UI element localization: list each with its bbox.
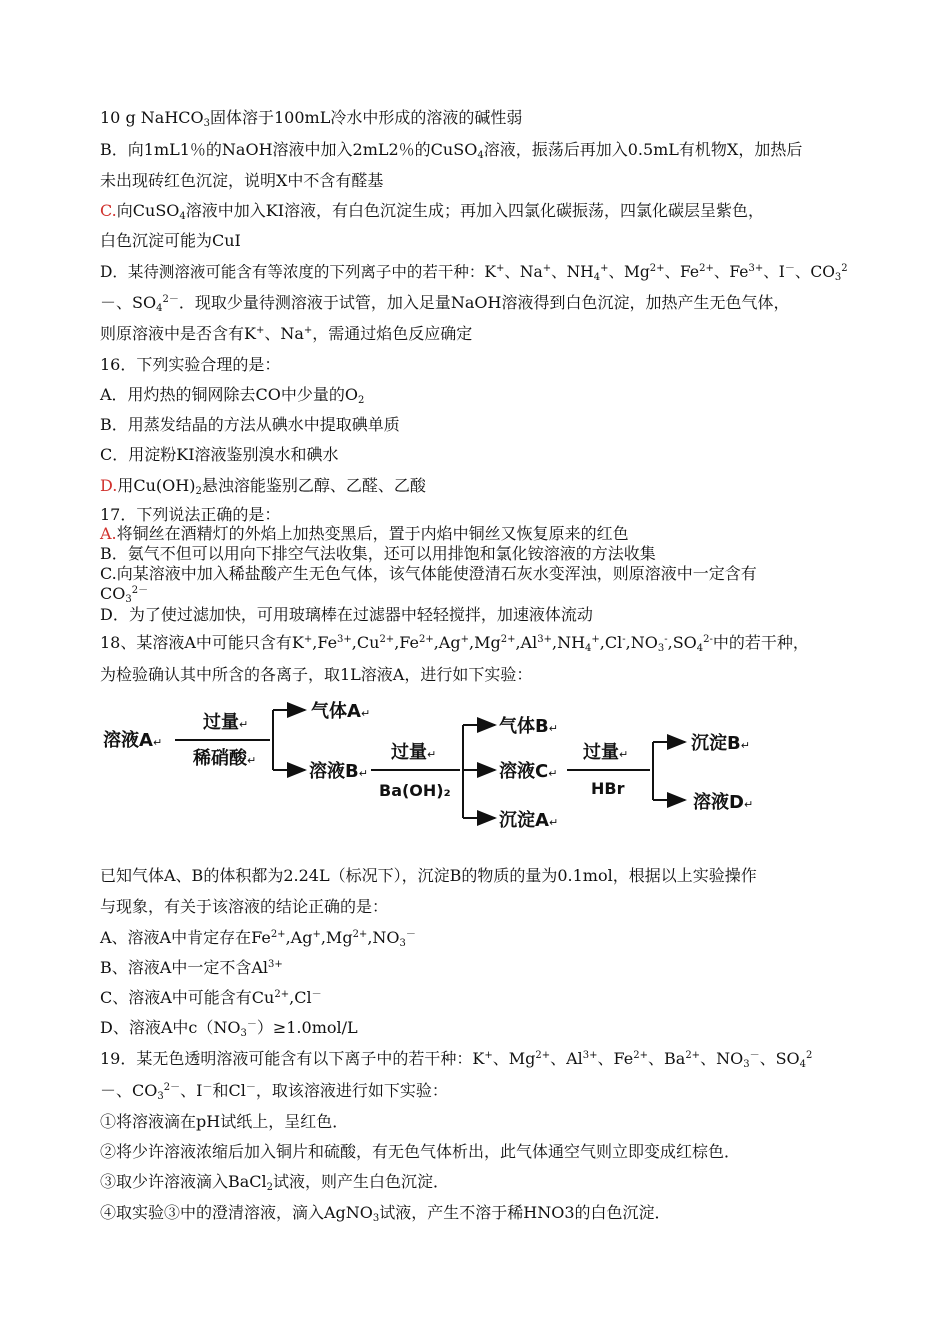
superscript: －: [784, 263, 795, 274]
flow-solution-c: 溶液C↵: [499, 761, 558, 782]
superscript: +: [591, 634, 600, 645]
superscript: 2－: [131, 585, 149, 596]
flow-step3-reagent-top: 过量↵: [583, 742, 629, 763]
text-line: D.用$Cu(OH)_2$悬浊溶能鉴别乙醇、乙醛、乙酸: [100, 476, 426, 497]
superscript: -: [664, 634, 668, 645]
superscript: +: [484, 1050, 493, 1061]
text-line: B．用蒸发结晶的方法从碘水中提取碘单质: [100, 415, 400, 434]
subscript: 3: [203, 118, 210, 129]
superscript: +: [303, 634, 313, 645]
experiment-flowchart: [95, 690, 795, 850]
superscript: +: [600, 263, 609, 274]
superscript: 2+: [352, 929, 368, 940]
superscript: －: [749, 1050, 760, 1061]
superscript: +: [303, 325, 313, 336]
subscript: 4: [799, 1059, 807, 1070]
superscript: 3+: [748, 263, 764, 274]
text-line: B．氨气不但可以用向下排空气法收集，还可以用排饱和氯化铵溶液的方法收集: [100, 544, 656, 563]
subscript: 2: [266, 1182, 274, 1193]
superscript: 2: [806, 1050, 813, 1061]
superscript: 3+: [337, 634, 352, 645]
text-line: 则原溶液中是否含有K+、Na+，需通过焰色反应确定: [100, 324, 473, 343]
superscript: －: [246, 1019, 257, 1030]
superscript: +: [312, 929, 321, 940]
question-17: 17．下列说法正确的是：: [100, 505, 281, 524]
superscript: －: [405, 929, 416, 940]
subscript: 3: [372, 1213, 380, 1224]
subscript: 3: [657, 643, 665, 654]
subscript: 3: [743, 1059, 750, 1070]
superscript: +: [255, 325, 265, 336]
answer-letter: D.: [100, 476, 118, 495]
superscript: 2+: [418, 634, 434, 645]
subscript: 3: [125, 594, 132, 605]
text-line: D．某待测溶液可能含有等浓度的下列离子中的若干种：K+、Na+、$NH_4^+$、$Mg^{2+}$、$Fe^{2+}$、$Fe^{3+}$、I－、$CO_3^2$: [100, 263, 848, 283]
superscript: 3+: [537, 634, 552, 645]
superscript: 2－: [163, 1082, 181, 1093]
text-line: C.向某溶液中加入稀盐酸产生无色气体，该气体能使澄清石灰水变浑浊，则原溶液中一定含有: [100, 564, 757, 583]
experiment-step-1: ①将溶液滴在pH试纸上，呈红色．: [100, 1112, 349, 1131]
answer-letter: C.: [100, 201, 117, 220]
experiment-step-4: ④取实验③中的澄清溶液，滴入AgNO$_3$试液，产生不溶于稀HNO3的白色沉淀．: [100, 1203, 671, 1224]
flow-precipitate-b: 沉淀B↵: [691, 733, 750, 754]
superscript: －: [202, 1082, 213, 1093]
option-a: A、溶液A中肯定存在$Fe^{2+},Ag^+,Mg^{2+},NO_3^-$: [100, 928, 416, 949]
flow-step2-reagent-bottom: Ba(OH)₂: [379, 781, 451, 800]
text-line: B．向1mL1％的NaOH溶液中加入2mL2％的CuSO$_4$溶液，振荡后再加入0.5mL有机物X，加热后: [100, 140, 803, 161]
subscript: 4: [156, 303, 163, 314]
superscript: 2+: [270, 929, 286, 940]
superscript: －: [245, 1082, 256, 1093]
superscript: 2+: [500, 634, 516, 645]
flow-solution-d: 溶液D↵: [693, 792, 754, 813]
text-line: C．用淀粉KI溶液鉴别溴水和碘水: [100, 445, 339, 464]
flow-step2-reagent-top: 过量↵: [391, 742, 437, 763]
superscript: 2+: [685, 1050, 701, 1061]
text-line: 为检验确认其中所含的各离子，取1L溶液A，进行如下实验：: [100, 665, 533, 684]
text-line: C.向CuSO$_4$溶液中加入KI溶液，有白色沉淀生成；再加入四氯化碳振荡，四氯化碳层呈紫色，: [100, 201, 765, 222]
superscript: +: [542, 263, 552, 274]
superscript: +: [460, 634, 469, 645]
flow-gas-a: 气体A↵: [311, 701, 371, 722]
flow-solution-a: 溶液A↵: [103, 730, 163, 751]
answer-letter: A.: [100, 524, 117, 543]
subscript: 4: [585, 643, 592, 654]
superscript: -: [622, 634, 626, 645]
experiment-step-3: ③取少许溶液滴入BaCl$_2$试液，则产生白色沉淀．: [100, 1172, 450, 1193]
subscript: 4: [593, 272, 601, 283]
flow-gas-b: 气体B↵: [499, 716, 558, 737]
flow-step1-reagent-bottom: 稀硝酸↵: [193, 748, 257, 769]
superscript: 2+: [535, 1050, 551, 1061]
text-line: －、$CO_3^{2-}$、I－和Cl－，取该溶液进行如下实验：: [100, 1081, 448, 1102]
superscript: 3+: [582, 1050, 598, 1061]
subscript: 3: [399, 938, 406, 949]
superscript: 2+: [633, 1050, 648, 1061]
option-c: C、溶液A中可能含有$Cu^{2+},Cl^-$: [100, 988, 322, 1007]
flow-solution-b: 溶液B↵: [309, 761, 368, 782]
superscript: 2+: [699, 263, 714, 274]
superscript: 2: [841, 263, 848, 274]
subscript: 2: [358, 395, 365, 406]
option-b: B、溶液A中一定不含$Al^{3+}$: [100, 958, 283, 977]
text-line: A．用灼热的铜网除去CO中少量的$O_2$: [100, 385, 365, 406]
text-line: A.将铜丝在酒精灯的外焰上加热变黑后，置于内焰中铜丝又恢复原来的红色: [100, 524, 629, 543]
text-line: 已知气体A、B的体积都为2.24L（标况下），沉淀B的物质的量为0.1mol，根据以上实验操作: [100, 866, 757, 885]
option-d: D、溶液A中$c(NO_3^-)\ge 1.0mol/L$: [100, 1018, 358, 1039]
superscript: 2+: [649, 263, 665, 274]
text-line: 白色沉淀可能为CuI: [100, 231, 241, 250]
superscript: 2+: [274, 989, 290, 1000]
subscript: 4: [179, 211, 186, 222]
superscript: 2-: [703, 634, 713, 645]
text-line: $CO_3^{2-}$: [100, 584, 149, 605]
question-18: 18、某溶液A中可能只含有$K^+,Fe^{3+},Cu^{2+},Fe^{2+},Ag^+,Mg^{2+},Al^{3+},NH_4^+,Cl^-,NO_3^-,SO_4^{2-}$中的若干种，: [100, 633, 809, 654]
superscript: 2－: [162, 294, 179, 305]
question-19: 19．某无色透明溶液可能含有以下离子中的若干种：K+、$Mg^{2+}$、$Al^{3+}$、$Fe^{2+}$、$Ba^{2+}$、$NO_3^-$、$SO_4^2$: [100, 1049, 813, 1070]
subscript: 3: [240, 1028, 247, 1039]
subscript: 4: [696, 643, 704, 654]
question-16: 16．下列实验合理的是：: [100, 355, 281, 374]
text-line: －、$SO_4^{2-}$．现取少量待测溶液于试管，加入足量NaOH溶液得到白色沉淀，加热产生无色气体，: [100, 293, 790, 314]
subscript: 3: [157, 1091, 164, 1102]
superscript: －: [311, 989, 322, 1000]
experiment-step-2: ②将少许溶液浓缩后加入铜片和硫酸，有无色气体析出，此气体通空气则立即变成红棕色．: [100, 1142, 741, 1161]
subscript: 3: [834, 272, 842, 283]
superscript: 3+: [268, 959, 283, 970]
text-line: 10 g NaHCO$_3$固体溶于100mL冷水中形成的溶液的碱性弱: [100, 108, 523, 129]
flow-precipitate-a: 沉淀A↵: [499, 810, 559, 831]
subscript: 2: [195, 486, 202, 497]
text-line: D．为了使过滤加快，可用玻璃棒在过滤器中轻轻搅拌，加速液体流动: [100, 605, 593, 624]
superscript: 2+: [379, 634, 395, 645]
superscript: +: [496, 263, 505, 274]
flow-step1-reagent-top: 过量↵: [203, 712, 249, 733]
subscript: 4: [477, 150, 484, 161]
text-line: 与现象，有关于该溶液的结论正确的是：: [100, 897, 389, 916]
text-line: 未出现砖红色沉淀，说明X中不含有醛基: [100, 171, 384, 190]
flow-step3-reagent-bottom: HBr: [591, 779, 625, 798]
